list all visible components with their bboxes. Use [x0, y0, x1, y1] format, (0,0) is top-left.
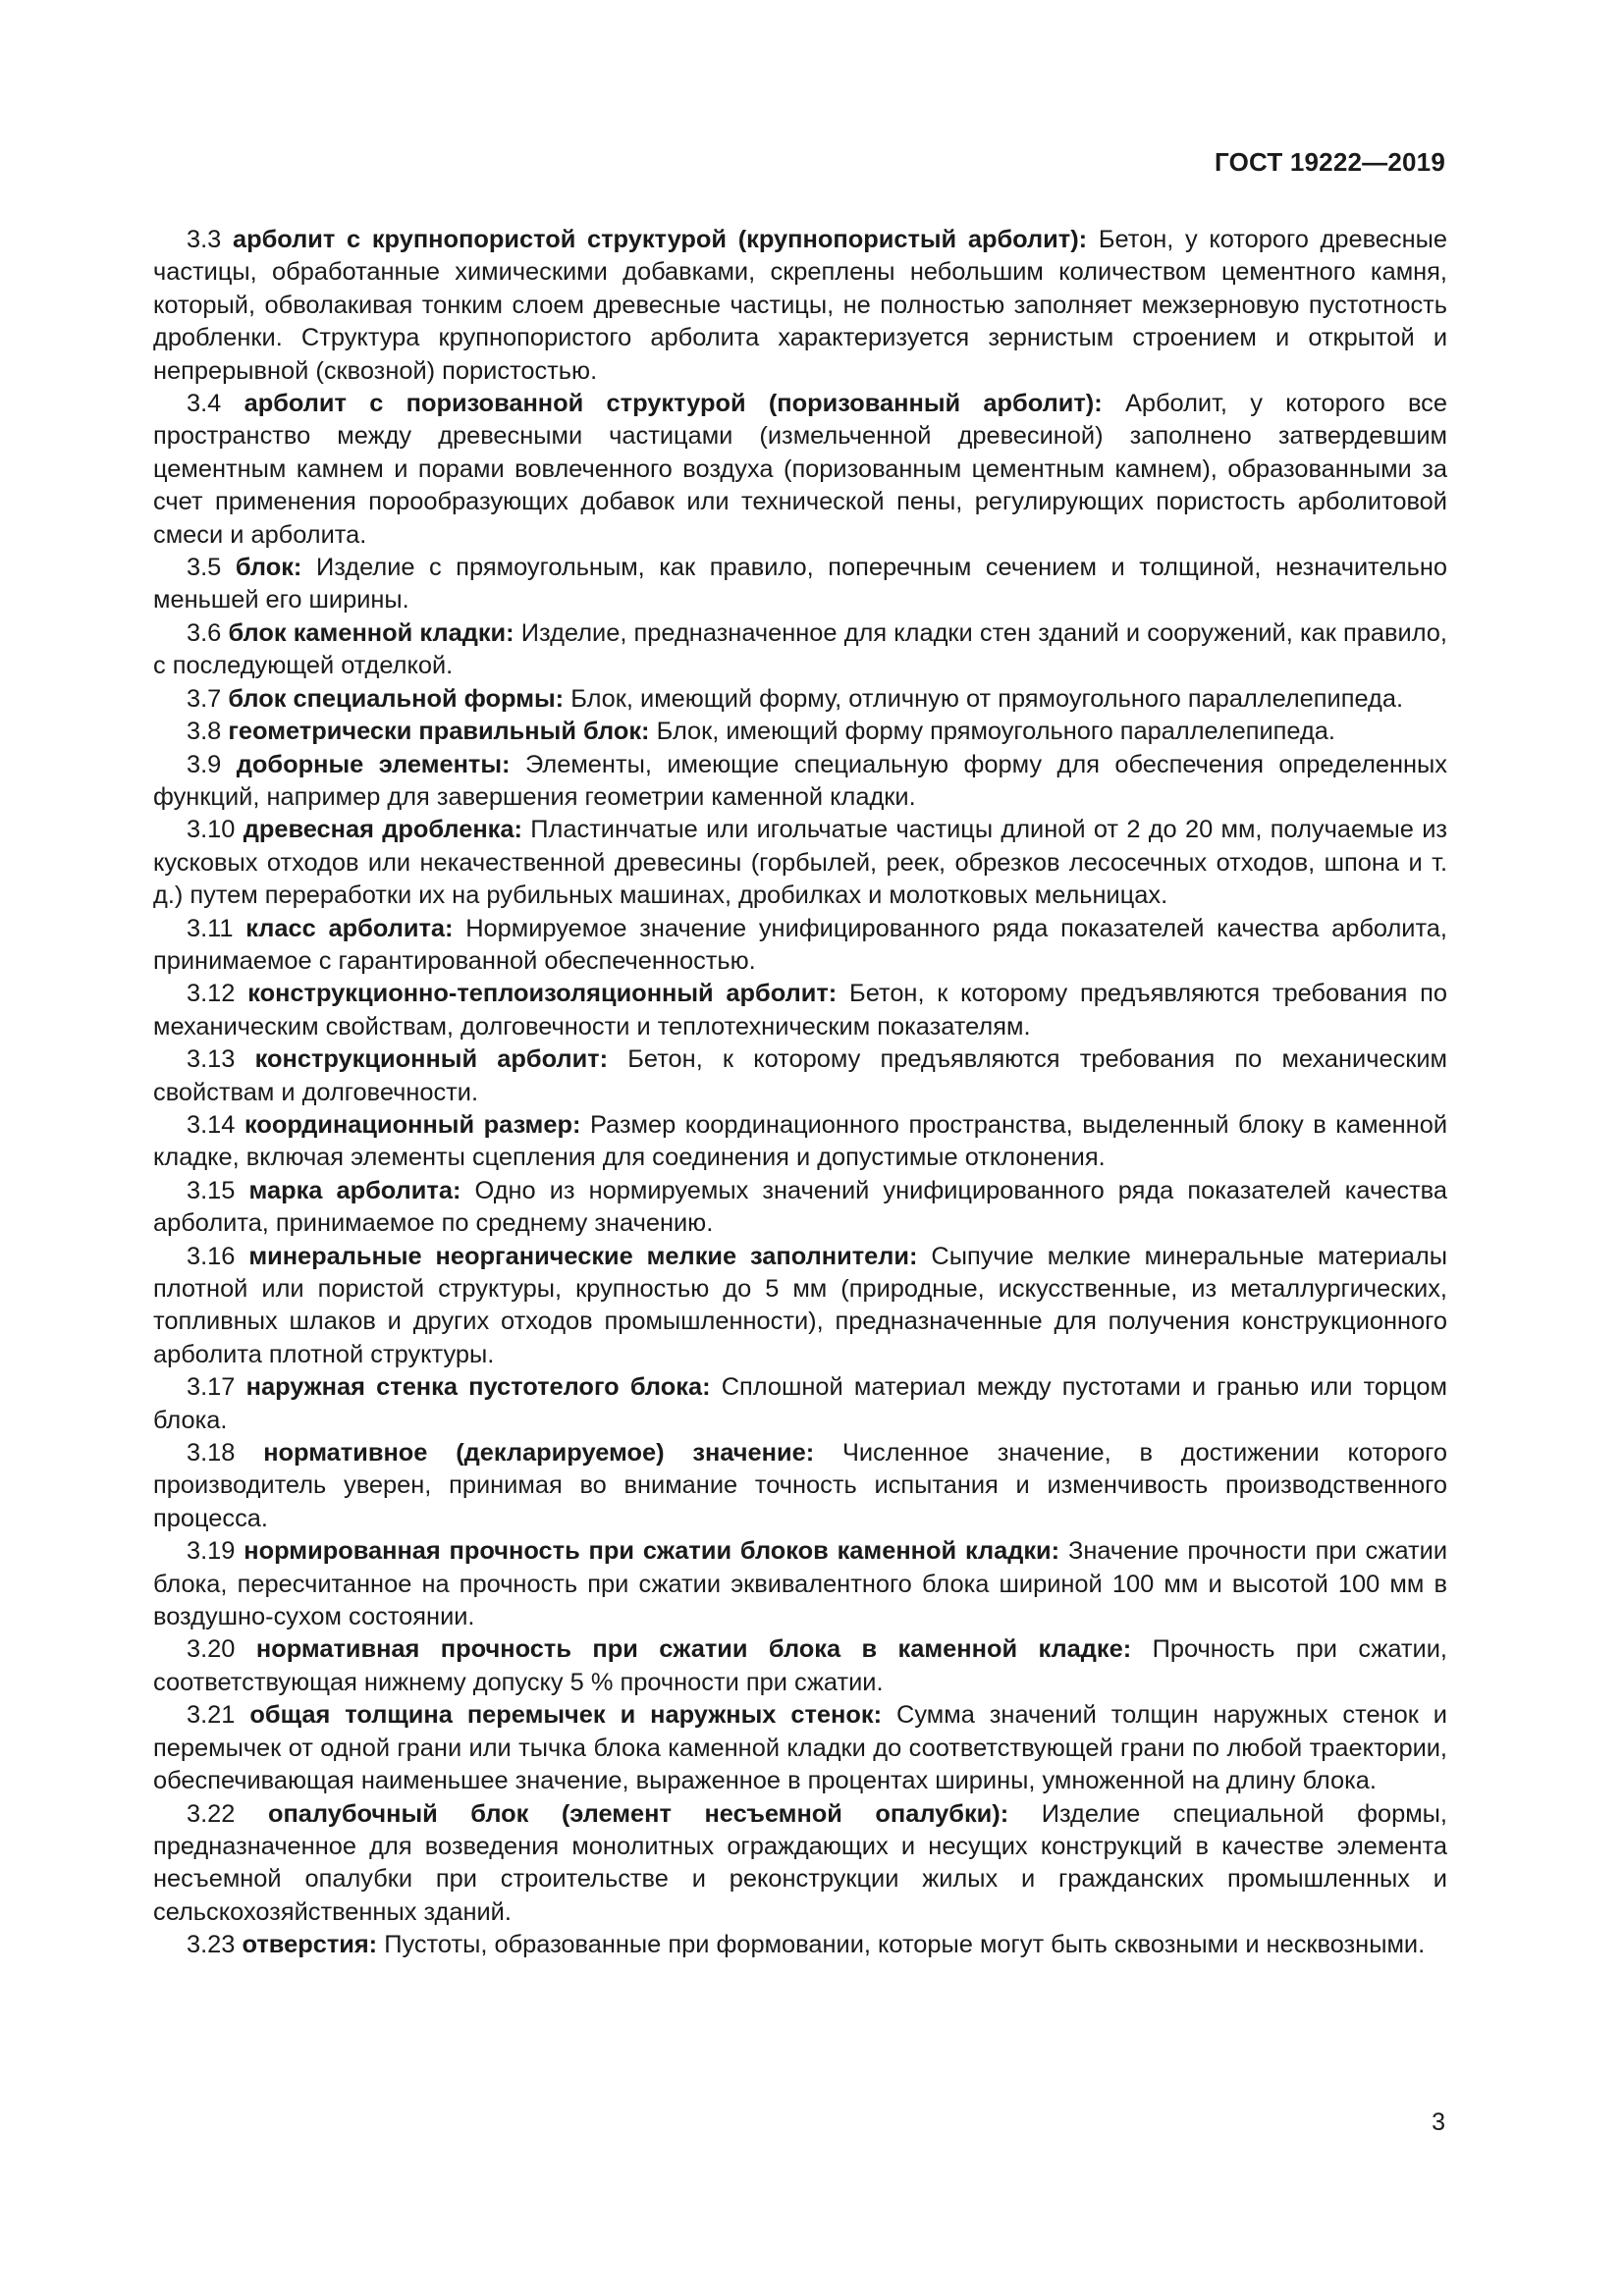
term-title: доборные элементы: — [236, 750, 511, 778]
term-definition: Блок, имеющий форму прямоугольного параллелепипеда. — [656, 718, 1335, 746]
term-entry — [153, 388, 1447, 552]
term-number: 3.14 — [187, 1110, 236, 1139]
term-number: 3.23 — [187, 1931, 236, 1959]
term-number: 3.17 — [187, 1373, 236, 1402]
term-number: 3.7 — [187, 684, 222, 713]
term-entry — [153, 1109, 1447, 1175]
term-definition: Численное значение, в достижении которого производитель уверен, принимая во внимание точность испытания и изменчивость производственного процесса. — [153, 1439, 1447, 1532]
term-entry — [153, 978, 1447, 1043]
term-number: 3.11 — [187, 914, 234, 942]
term-number: 3.19 — [187, 1537, 236, 1566]
page-number: 3 — [1432, 2109, 1445, 2136]
term-title: класс арболита: — [245, 914, 454, 942]
term-entry — [153, 1633, 1447, 1699]
term-entry — [153, 1535, 1447, 1633]
term-title: конструкционно-теплоизоляционный арболит: — [247, 980, 838, 1008]
term-definition: Одно из нормируемых значений унифицированного ряда показателей качества арболита, принимаемое по среднему значению. — [153, 1176, 1447, 1238]
term-number: 3.10 — [187, 816, 236, 844]
term-title: блок каменной кладки: — [228, 618, 514, 647]
term-definition: Элементы, имеющие специальную форму для обеспечения определенных функций, например для завершения геометрии каменной кладки. — [153, 750, 1447, 811]
term-definition: Значение прочности при сжатии блока, пересчитанное на прочность при сжатии эквивалентного блока шириной 100 мм и высотой 100 мм в воздушно-сухом состоянии. — [153, 1537, 1448, 1631]
term-number: 3.9 — [187, 750, 222, 778]
term-number: 3.3 — [187, 226, 222, 253]
term-definition: Изделие, предназначенное для кладки стен зданий и сооружений, как правило, с последующей отделкой. — [153, 618, 1447, 680]
term-entry — [153, 224, 1447, 388]
term-entry — [153, 749, 1447, 815]
term-number: 3.22 — [187, 1799, 236, 1828]
term-definition: Бетон, к которому предъявляются требования по механическим свойствам и долговечности. — [153, 1045, 1448, 1106]
term-number: 3.18 — [187, 1439, 236, 1468]
document-code: ГОСТ 19222—2019 — [1215, 147, 1445, 177]
term-definition: Изделие специальной формы, предназначенное для возведения монолитных ограждающих и несущих конструкций в качестве элемента несъемной опалубки при строительстве и реконструкции жилых и гражданских промышленных и сельскохозяйственных зданий. — [153, 1799, 1447, 1926]
term-entry — [153, 617, 1447, 683]
term-title: общая толщина перемычек и наружных стенок: — [249, 1701, 883, 1730]
term-entry — [153, 716, 1447, 748]
term-number: 3.15 — [187, 1176, 236, 1204]
term-definition: Прочность при сжатии, соответствующая нижнему допуску 5 % прочности при сжатии. — [153, 1635, 1447, 1696]
term-number: 3.8 — [187, 718, 222, 746]
term-definition: Размер координационного пространства, выделенный блоку в каменной кладке, включая элементы сцепления для соединения и допустимые отклонения. — [153, 1110, 1447, 1172]
term-entry — [153, 1437, 1447, 1535]
term-title: блок: — [235, 554, 302, 582]
term-number: 3.20 — [187, 1635, 236, 1664]
term-title: древесная дробленка: — [243, 816, 522, 844]
term-entry — [153, 1241, 1447, 1372]
term-title: нормативная прочность при сжатии блока в каменной кладке: — [255, 1635, 1132, 1664]
term-title: арболит с крупнопористой структурой (крупнопористый арболит): — [232, 226, 1088, 253]
term-definition: Бетон, к которому предъявляются требования по механическим свойствам, долговечности и теплотехническим показателям. — [153, 980, 1448, 1041]
term-definition: Арболит, у которого все пространство между древесными частицами (измельченной древесиной) заполнено затвердевшим цементным камнем и порами вовлеченного воздуха (поризованным цементным камнем), образованными за счет применения порообразующих добавок или технической пены, регулирующих пористость арболитовой смеси и арболита. — [153, 390, 1447, 549]
term-number: 3.16 — [187, 1242, 236, 1270]
term-title: блок специальной формы: — [228, 684, 565, 713]
term-title: геометрически правильный блок: — [228, 718, 650, 746]
term-title: нормативное (декларируемое) значение: — [263, 1439, 815, 1468]
term-entry — [153, 683, 1447, 716]
term-entry — [153, 913, 1447, 979]
term-entry — [153, 814, 1447, 912]
term-entry — [153, 1175, 1447, 1241]
terms-list — [153, 224, 1447, 1962]
term-title: конструкционный арболит: — [254, 1045, 609, 1074]
term-definition: Сумма значений толщин наружных стенок и перемычек от одной грани или тычка блока каменной кладки до соответствующей грани по любой траектории, обеспечивающая наименьшее значение, выраженное в процентах ширины, умноженной на длину блока. — [153, 1701, 1447, 1795]
term-entry — [153, 552, 1447, 617]
term-entry — [153, 1929, 1447, 1961]
term-title: опалубочный блок (элемент несъемной опалубки): — [267, 1799, 1009, 1828]
term-title: отверстия: — [242, 1931, 378, 1959]
term-title: минеральные неорганические мелкие заполнители: — [248, 1242, 918, 1270]
term-entry — [153, 1699, 1447, 1797]
term-title: координационный размер: — [244, 1110, 581, 1139]
term-definition: Пустоты, образованные при формовании, которые могут быть сквозными и несквозными. — [384, 1931, 1426, 1959]
term-title: марка арболита: — [248, 1176, 461, 1204]
term-number: 3.5 — [187, 554, 222, 582]
term-definition: Сплошной материал между пустотами и гранью или торцом блока. — [153, 1373, 1447, 1434]
term-definition: Бетон, у которого древесные частицы, обработанные химическими добавками, скреплены небольшим количеством цементного камня, который, обволакивая тонким слоем древесные частицы, не полностью заполняет межзерновую пустотность дробленки. Структура крупнопористого арболита характеризуется зернистым строением и открытой и непрерывной (сквозной) пористостью. — [153, 226, 1447, 385]
term-entry — [153, 1371, 1447, 1437]
term-definition: Изделие с прямоугольным, как правило, поперечным сечением и толщиной, незначительно меньшей его ширины. — [153, 554, 1447, 614]
term-number: 3.6 — [187, 618, 222, 647]
term-definition: Блок, имеющий форму, отличную от прямоугольного параллелепипеда. — [570, 684, 1404, 713]
term-entry — [153, 1798, 1447, 1930]
term-title: нормированная прочность при сжатии блоков каменной кладки: — [244, 1537, 1060, 1566]
term-title: наружная стенка пустотелого блока: — [245, 1373, 711, 1402]
term-number: 3.4 — [187, 390, 222, 418]
term-entry — [153, 1043, 1447, 1109]
term-definition: Нормируемое значение унифицированного ряда показателей качества арболита, принимаемое с гарантированной обеспеченностью. — [153, 914, 1447, 975]
term-number: 3.21 — [187, 1701, 236, 1730]
term-title: арболит с поризованной структурой (поризованный арболит): — [244, 390, 1103, 418]
term-definition: Пластинчатые или игольчатые частицы длиной от 2 до 20 мм, получаемые из кусковых отходов или некачественной древесины (горбылей, реек, обрезков лесосечных отходов, шпона и т. д.) путем переработки их на рубильных машинах, дробилках и молотковых мельницах. — [153, 816, 1448, 910]
term-definition: Сыпучие мелкие минеральные материалы плотной или пористой структуры, крупностью до 5 мм (природные, искусственные, из металлургических, топливных шлаков и других отходов промышленности), предназначенные для получения конструкционного арболита плотной структуры. — [153, 1242, 1447, 1368]
term-number: 3.12 — [187, 980, 236, 1008]
term-number: 3.13 — [187, 1045, 236, 1074]
